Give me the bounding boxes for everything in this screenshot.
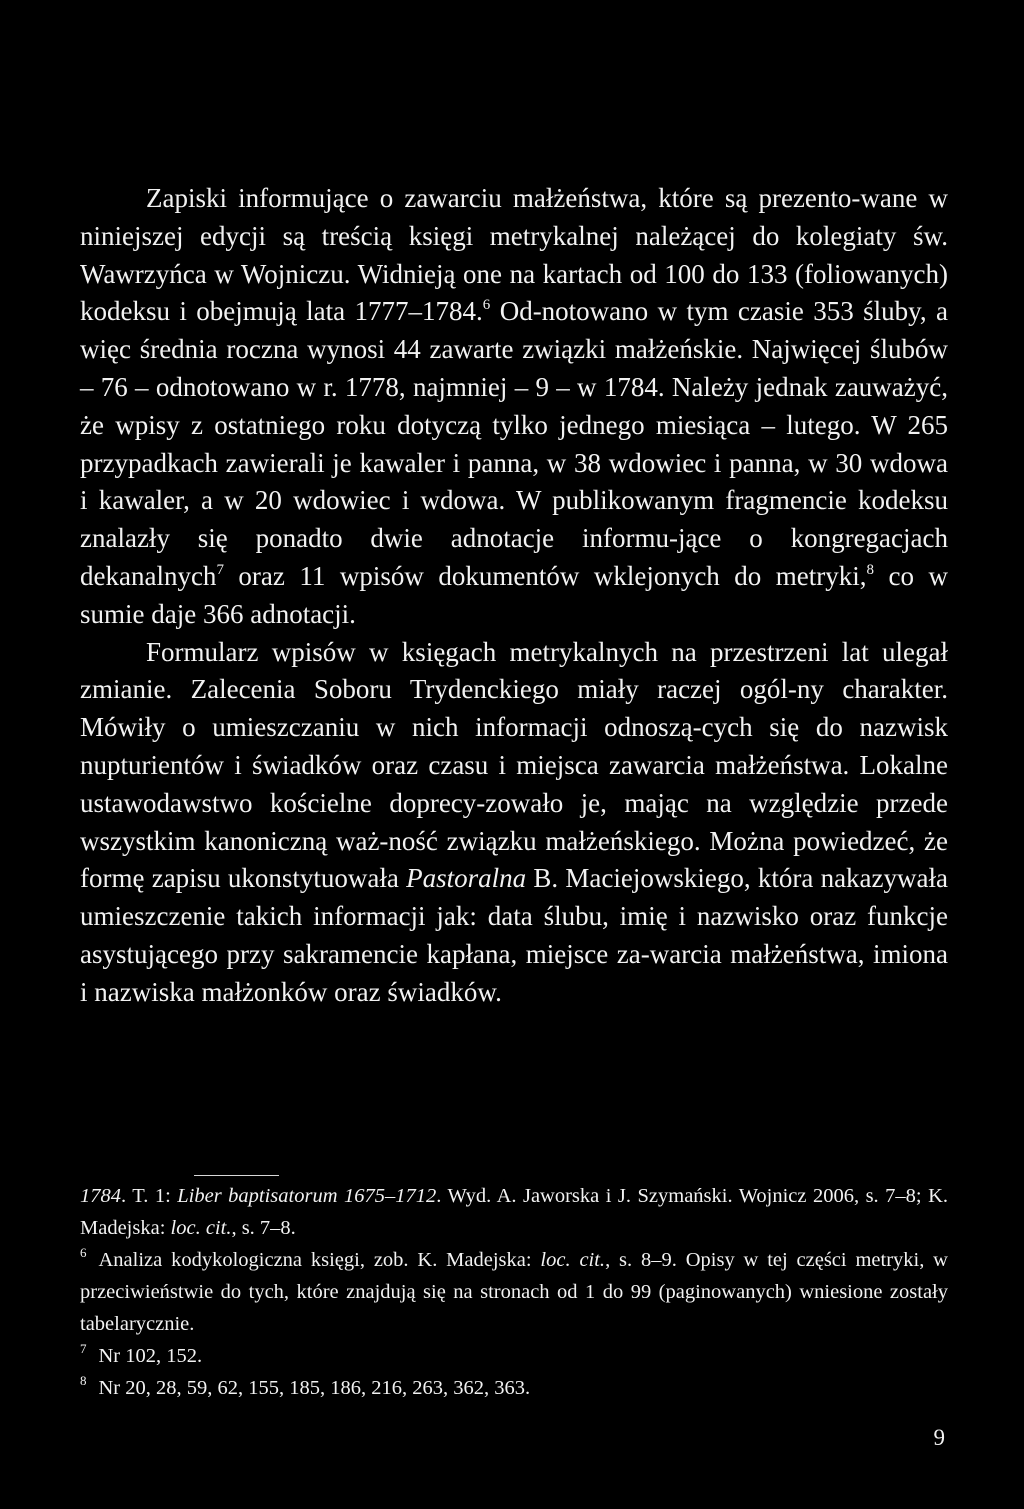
footnote-number: 8 bbox=[80, 1373, 87, 1388]
paragraph: Zapiski informujące o zawarciu małżeństwa, które są prezento-wane w niniejszej edycji są treścią księgi metrykalnej należącej do kolegiaty św. Wawrzyńca w Wojniczu. Widnieją one na kartach od 100 do 133 (foliowanych) kodeksu i obejmują lata 1777–1784.$^6$ Od-notowano w tym czasie 353 śluby, a więc średnia roczna wynosi 44 zawarte związki małżeńskie. Najwięcej ślubów – 76 – odnotowano w r. 1778, najmniej – 9 – w 1784. Należy jednak zauważyć, że wpisy z ostatniego roku dotyczą tylko jednego miesiąca – lutego. W 265 przypadkach zawierali je kawaler i panna, w 38 wdowiec i panna, w 30 wdowa i kawaler, a w 20 wdowiec i wdowa. W publikowanym fragmencie kodeksu znalazły się ponadto dwie adnotacje informu-jące o kongregacjach dekanalnych$^7$ oraz 11 wpisów dokumentów wklejonych do metryki,$^8$ co w sumie daje 366 adnotacji. bbox=[80, 183, 948, 629]
italic-title: Pastoralna bbox=[406, 863, 527, 894]
paragraph: Formularz wpisów w księgach metrykalnych na przestrzeni lat ulegał zmianie. Zalecenia Soboru Trydenckiego miały raczej ogól-ny charakter. Mówiły o umieszczaniu w nich informacji odnoszą-cych się do nazwisk nupturientów i świadków oraz czasu i miejsca zawarcia małżeństwa. Lokalne ustawodawstwo kościelne doprecy-zowało je, mając na względzie przede wszystkim kanoniczną waż-ność związku małżeńskiego. Można powiedzeć, że formę zapisu ukonstytuowała Pastoralna B. Maciejowskiego, która nakazywała umieszczenie takich informacji jak: data ślubu, imię i nazwisko oraz funkcje asystującego przy sakramencie kapłana, miejsce za-warcia małżeństwa, imiona i nazwiska małżonków oraz świadków. bbox=[80, 636, 948, 1007]
main-text bbox=[80, 180, 948, 1012]
footnote-ref: 8 bbox=[866, 561, 875, 578]
footnote-6: $^6$ Analiza kodykologiczna księgi, zob. K. Madejska: loc. cit., s. 8–9. Opisy w tej części metryki, w przeciwieństwie do tych, które znajdują się na stronach od 1 do 99 (paginowanych) wniesione zostały tabelarycznie. bbox=[80, 1245, 948, 1335]
footnotes bbox=[80, 1180, 948, 1404]
footnote-8: $^8$ Nr 20, 28, 59, 62, 155, 185, 186, 216, 263, 362, 363. bbox=[80, 1373, 531, 1399]
footnote-ref: 6 bbox=[482, 297, 491, 314]
footnote-continued: 1784. T. 1: Liber baptisatorum 1675–1712. Wyd. A. Jaworska i J. Szymański. Wojnicz 2006, s. 7–8; K. Madejska: loc. cit., s. 7–8. bbox=[80, 1185, 949, 1239]
footnote-ref: 7 bbox=[216, 561, 224, 578]
footnote-7: $^7$ Nr 102, 152. bbox=[80, 1341, 203, 1367]
footnote-number: 6 bbox=[80, 1245, 87, 1260]
footnote-separator bbox=[194, 1175, 279, 1176]
footnote-number: 7 bbox=[80, 1341, 87, 1356]
page-number: 9 bbox=[933, 1425, 945, 1450]
